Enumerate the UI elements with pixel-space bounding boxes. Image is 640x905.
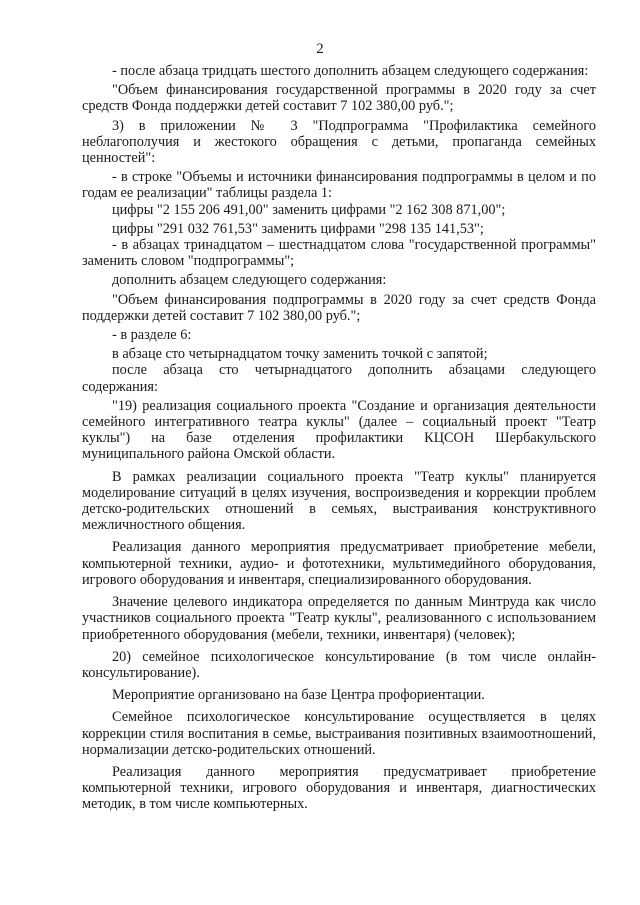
paragraph: В рамках реализации социального проекта "Театр куклы" планируется моделирование ситуаций в целях изучения, воспроизведения и коррекции проблем детско-родительских отношений в семьях, выстраивания конструктивного межличностного общения. (82, 468, 596, 534)
paragraph: Семейное психологическое консультирование осуществляется в целях коррекции стиля воспитания в семье, выстраивания позитивных взаимоотношений, нормализации детско-родительских отношений. (82, 709, 596, 758)
paragraph: "19) реализация социального проекта "Создание и организация деятельности семейного интегративного театра куклы" (далее – социальный проект "Театр куклы") на базе отделения профилактики КЦСОН Шербакульского муниципального района Омской области. (82, 397, 596, 463)
paragraph: Реализация данного мероприятия предусматривает приобретение компьютерной техники, игрового оборудования и инвентаря, диагностических методик, в том числе компьютерных. (82, 763, 596, 813)
paragraph: Реализация данного мероприятия предусматривает приобретение мебели, компьютерной техники, аудио- и фототехники, мультимедийного оборудования, игрового оборудования и инвентаря, специализированного оборудования. (82, 539, 596, 588)
paragraph: - в строке "Объемы и источники финансирования подпрограммы в целом и по годам ее реализации" таблицы раздела 1: (82, 169, 596, 202)
paragraph: "Объем финансирования подпрограммы в 2020 году за счет средств Фонда поддержки детей составит 7 102 380,00 руб."; (82, 291, 596, 324)
paragraph: "Объем финансирования государственной программы в 2020 году за счет средств Фонда поддержки детей составит 7 102 380,00 руб."; (82, 82, 596, 115)
paragraph: - в абзацах тринадцатом – шестнадцатом слова "государственной программы" заменить словом "подпрограммы"; (82, 237, 596, 270)
paragraph: Мероприятие организовано на базе Центра профориентации. (112, 687, 485, 704)
paragraph: - после абзаца тридцать шестого дополнить абзацем следующего содержания: (112, 63, 589, 79)
paragraph: после абзаца сто четырнадцатого дополнить абзацами следующего содержания: (82, 362, 596, 395)
paragraph: - в разделе 6: (112, 327, 192, 344)
paragraph: в абзаце сто четырнадцатом точку заменить точкой с запятой; (112, 346, 488, 363)
paragraph: 20) семейное психологическое консультирование (в том числе онлайн-консультирование). (82, 648, 596, 681)
paragraph: Значение целевого индикатора определяется по данным Минтруда как число участников социального проекта "Театр куклы", реализованного с использованием приобретенного оборудования (мебели, техники, инвентаря) (человек); (82, 594, 596, 643)
paragraph: цифры "291 032 761,53" заменить цифрами "298 135 141,53"; (112, 220, 484, 237)
paragraph: дополнить абзацем следующего содержания: (112, 272, 387, 289)
page-number: 2 (316, 41, 324, 57)
document-body (82, 63, 596, 813)
paragraph: 3) в приложении № 3 "Подпрограмма "Профилактика семейного неблагополучия и жестокого обращения с детьми, пропаганда семейных ценностей": (82, 117, 596, 167)
paragraph: цифры "2 155 206 491,00" заменить цифрами "2 162 308 871,00"; (112, 201, 506, 218)
